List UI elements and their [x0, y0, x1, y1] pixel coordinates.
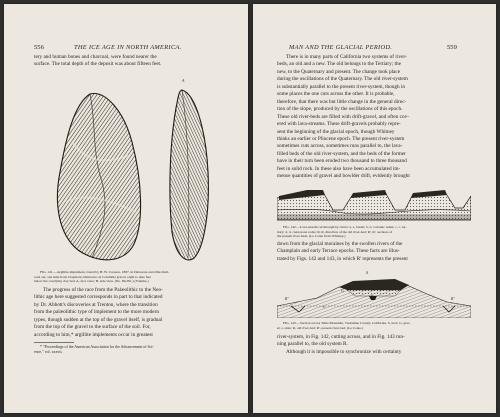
label-old-river-bed: R	[371, 294, 374, 299]
text-line: mense quantities of gravel and bowlder drift, evidently brought	[277, 173, 410, 180]
text-line: river-system, in Fig. 142, cutting across, and in Fig. 143 run-	[277, 334, 405, 340]
text-line: The progress of the race from the Palæolithic to the Neo-	[43, 287, 163, 293]
text-line: sent the beginning of the glacial epoch, though Whitney	[277, 128, 395, 135]
text-line: These old river-beds are filled with drift-gravel, and often cov-	[277, 113, 409, 120]
figure-143-caption	[277, 321, 471, 330]
text-line: beds, an old and a new. The old belongs to the Tertiary; the	[277, 61, 401, 68]
text-line: trated by Figs. 142 and 143, in which R' represents the present	[277, 255, 408, 262]
figure-caption	[34, 270, 226, 284]
text-line: ered with lava-streams. These drift-gravels probably repre-	[277, 121, 401, 128]
caption-line: el; s, slate; R, old river-bed; R', present river-bed. (Le Conte.)	[277, 325, 364, 330]
text-line: tion of the slope, produced by the oscillations of this epoch.	[277, 106, 403, 113]
table-mountain-section	[277, 268, 471, 318]
left-page	[4, 4, 248, 413]
figure-142-caption	[277, 225, 471, 239]
footnote-rule	[34, 342, 74, 343]
running-head: THE ICE AGE IN NORTH AMERICA.	[74, 44, 182, 51]
text-line: from the palæolithic type of implement to the more modern	[34, 309, 159, 316]
text-line: thinks an earlier or Pliocene epoch. The present river-system	[277, 135, 405, 142]
figure-label-a: A	[182, 78, 185, 83]
text-line: down from the glacial moraines by the swollen rivers of the	[277, 241, 403, 247]
footnote-line: ence," vol. xxxvii.	[34, 350, 63, 354]
caption-line: FIG. 142.—Lava-stream cut through by rivers: a, a, basalt; b, b, volcanic ashes; c, c, ter-	[283, 225, 407, 229]
text-line: filled beds of the old river-system, and the beds of the former	[277, 150, 406, 157]
running-head: MAN AND THE GLACIAL PERIOD.	[289, 44, 393, 51]
body-text-middle	[277, 241, 469, 263]
page-number: 559	[447, 44, 457, 51]
text-line: during the oscillations of the Quaternary. The old river-system	[277, 76, 408, 83]
footnote-line: * "Proceedings of the American Association for the Advancement of Sci-	[40, 345, 154, 349]
label-lava: S	[366, 270, 368, 275]
caption-line: tiary; d, d, cretaceous rocks; R, R, direction of the old river-bed; R', R', sections of	[277, 229, 393, 234]
text-line: therefore, that there was but little change in the general direc-	[277, 98, 407, 105]
label-gravel: G	[341, 288, 344, 293]
text-line: Champlain and early Terrace epochs. These facts are illus-	[277, 248, 400, 255]
body-text-top	[34, 54, 226, 69]
label-present-river-bed-left: R'	[285, 296, 289, 301]
label-slate: s	[323, 304, 325, 309]
text-line: types, though sudden at the top of the gravel itself, is gradual	[34, 316, 163, 323]
text-line: ning parallel to, the old system R.	[277, 341, 348, 348]
right-page	[253, 4, 496, 413]
text-line: tery and human bones and charcoal, were found nearer the	[34, 54, 157, 60]
caption-line: road cut, one mile from Claymont, Delaware, in Columbia gravel, eight to nine feet	[34, 274, 151, 279]
implement-face-view	[57, 94, 140, 260]
text-line: feet in solid rock. In these also have been accumulated im-	[277, 165, 401, 172]
implement-figure	[32, 72, 228, 268]
caption-line: FIG. 143.—Section across Table Mountain, Tuolumne County, California. S, lava; G, grav-	[283, 321, 411, 325]
body-text-bottom	[34, 287, 226, 339]
text-line: new, to the Quaternary and present. The change took place	[277, 68, 401, 75]
text-line: have in their turn been eroded two thousand to three thousand	[277, 158, 407, 165]
lava-stream-diagram	[277, 184, 471, 222]
label-present-river-bed-right: R'	[451, 296, 455, 301]
caption-line: below the overlying clay bed. A, face view; B, side view. (No. 69,281.) (Volume.)	[34, 279, 149, 284]
text-line: surface. The total depth of the deposit was about fifteen feet.	[34, 61, 162, 68]
text-line: sometimes cuts across, sometimes runs parallel to, the lava-	[277, 143, 403, 150]
implement-side-view	[170, 90, 208, 260]
text-line: Although it is impossible to synchronize with certainty	[286, 348, 402, 355]
text-line: is substantially parallel to the present river-system, though in	[277, 83, 406, 90]
caption-line: FIG. 141.—Argillite implement, found by H. W. Cresson, 1887, in Delaware and Ohio Rail-	[40, 270, 170, 274]
caption-line: the present river-beds. (Le Conte from Whitney.)	[277, 234, 346, 239]
page-number: 556	[34, 44, 44, 51]
text-line: some places the one cuts across the other. It is probable,	[277, 91, 395, 98]
text-line: by Dr. Abbott's discoveries at Trenton, where the transition	[34, 301, 158, 308]
text-line: according to him,* argillite implements occur in greatest	[34, 331, 153, 338]
body-text-bottom	[277, 334, 469, 356]
body-text-top	[277, 54, 469, 181]
text-line: There is in many parts of California two systems of river-	[286, 54, 407, 60]
text-line: from the top of the gravel to the surface of the soil. For,	[34, 324, 151, 331]
footnote	[34, 345, 226, 355]
text-line: lithic age here suggested corresponds in part to that indicated	[34, 294, 163, 301]
